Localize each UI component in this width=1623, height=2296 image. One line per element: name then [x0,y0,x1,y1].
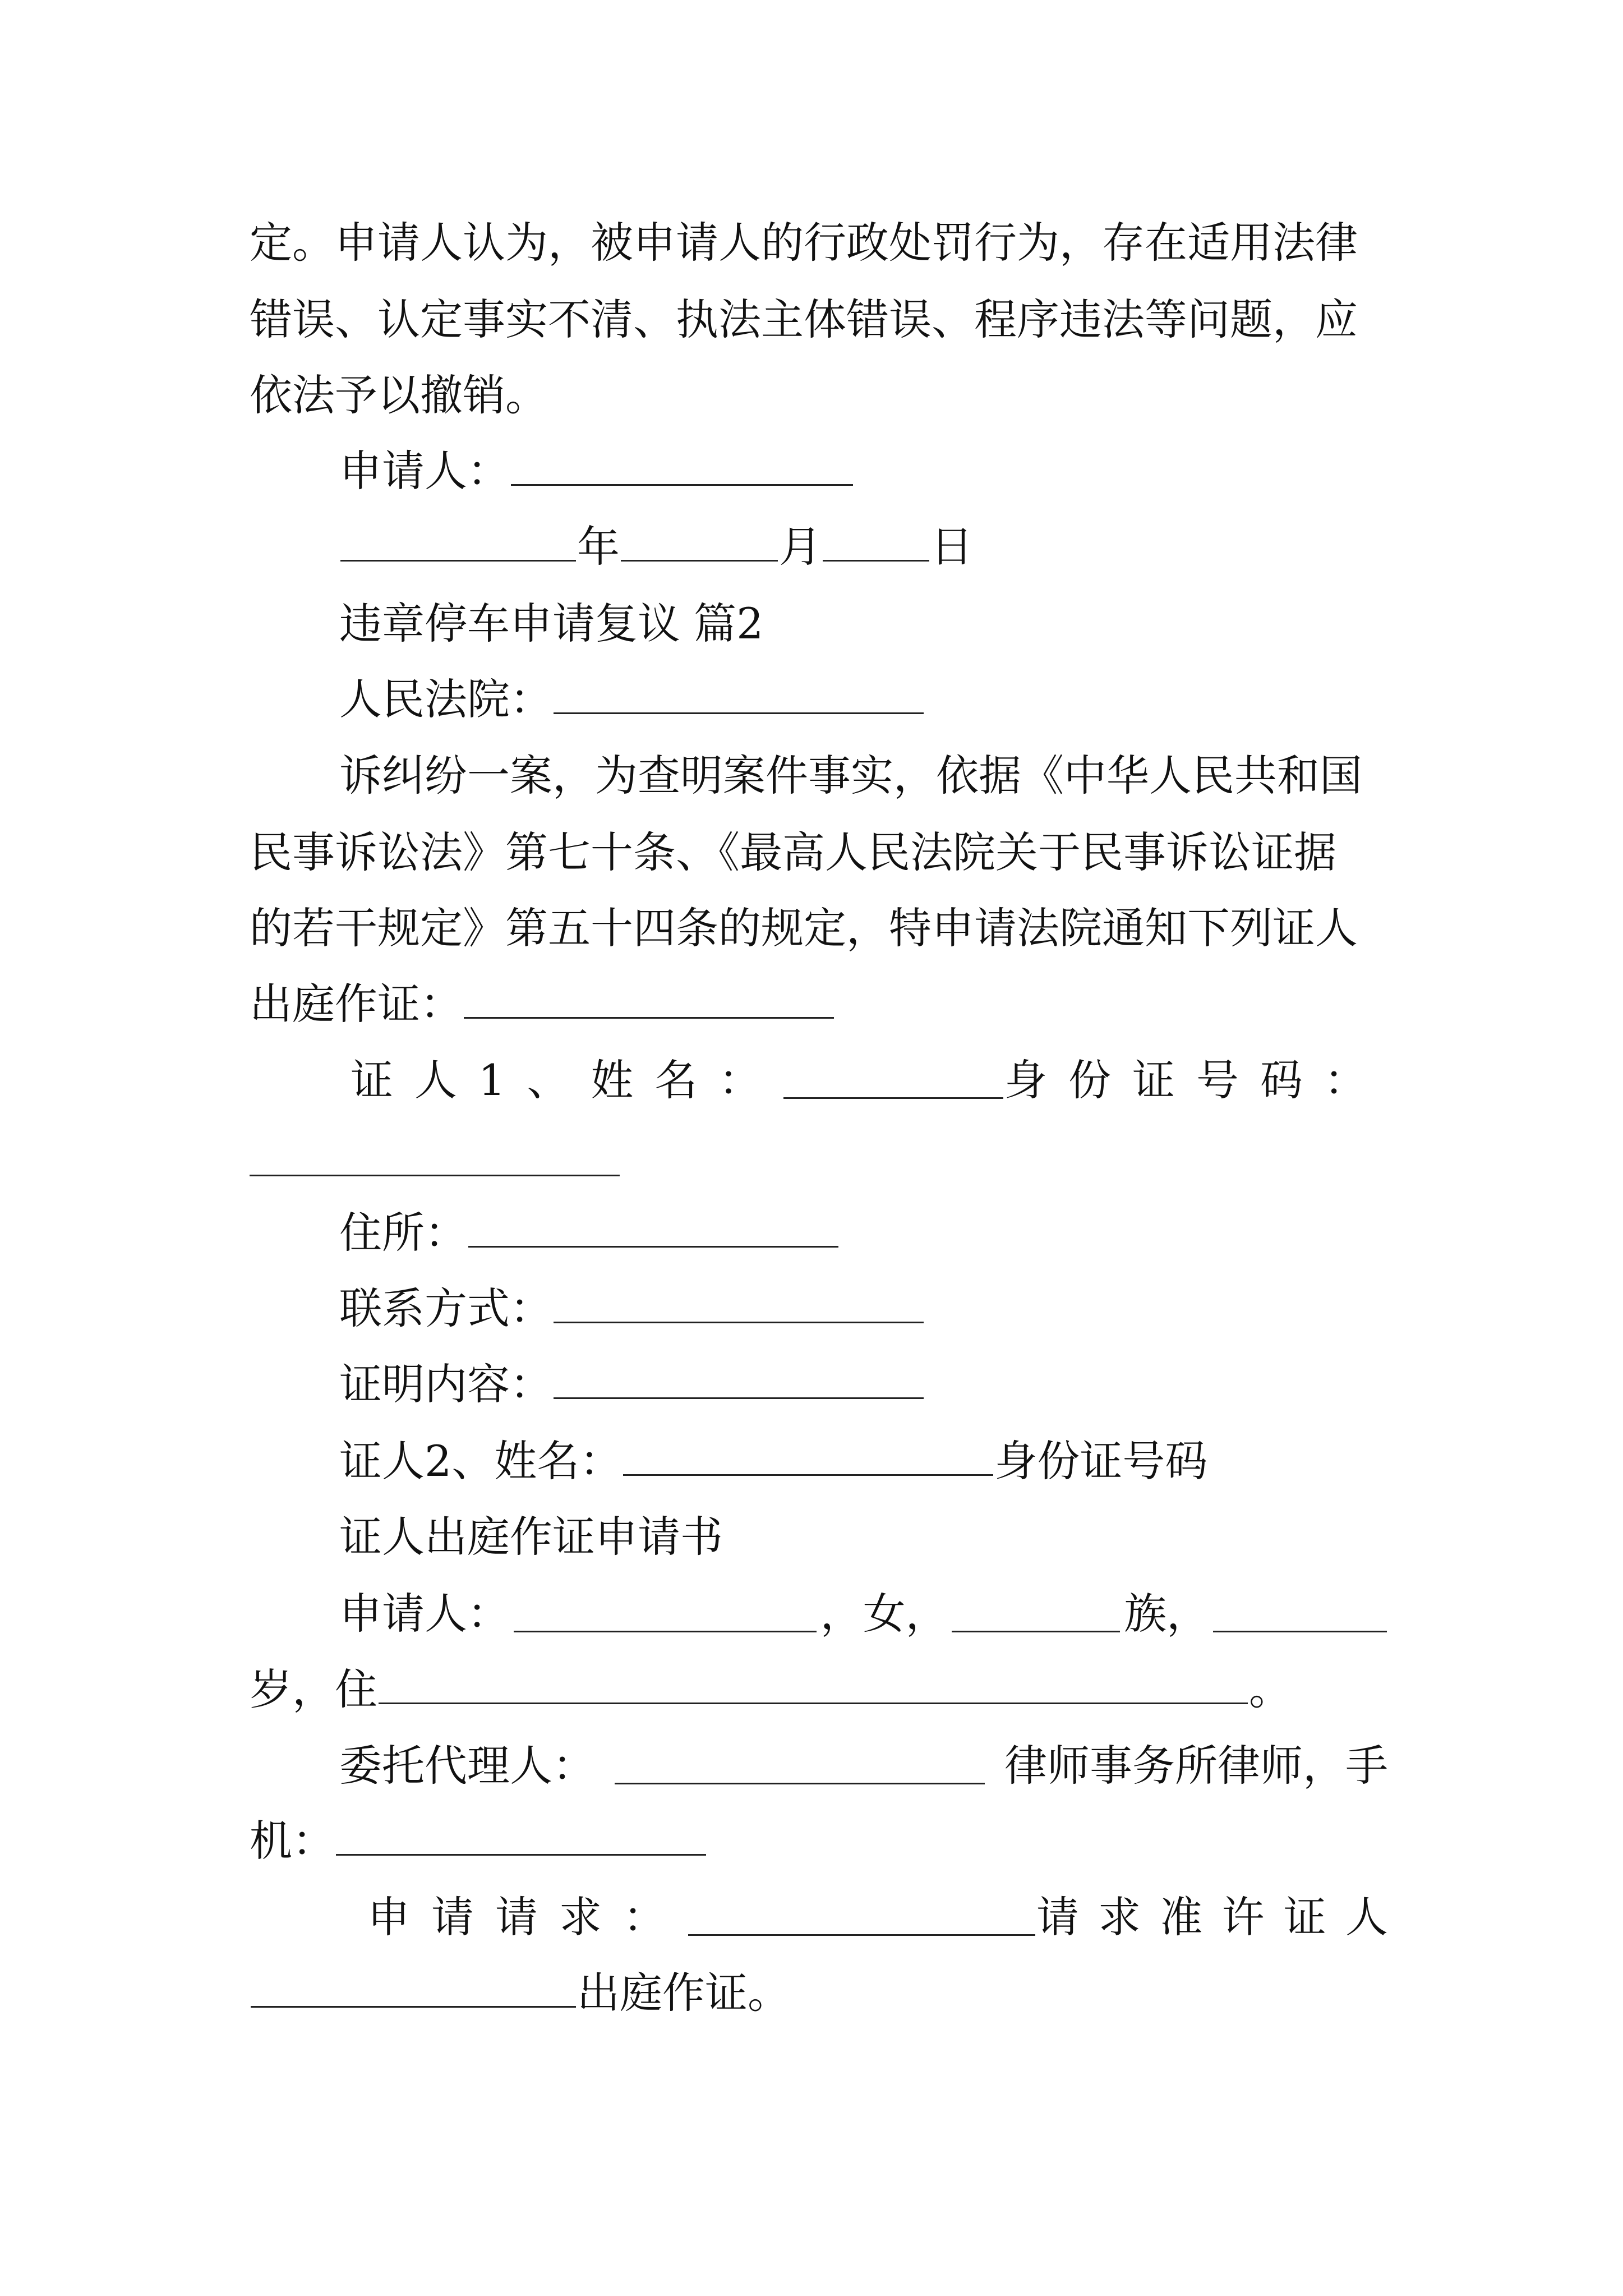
month-blank [621,525,778,562]
witness-blank [251,1971,576,2008]
ethnicity-label: 族， [1124,1589,1210,1639]
ethnicity-blank [952,1596,1120,1632]
address-blank [468,1211,838,1248]
proof-blank [554,1363,924,1399]
contact-blank [554,1287,924,1323]
document-title: 证人出庭作证申请书 [339,1512,723,1562]
court-label: 人民法院： [339,674,552,724]
witness1-id-label: 身份证号码： [1004,1055,1388,1105]
paragraph-line: 定。申请人认为，被申请人的行政处罚行为，存在适用法律 [250,218,1358,268]
age-blank [1213,1596,1387,1632]
residence-blank [379,1668,1248,1704]
court-blank [554,678,924,714]
witness2-id-label: 身份证号码 [994,1436,1208,1486]
year-blank [340,525,576,562]
contact-label: 联系方式： [339,1283,552,1333]
paragraph-line: 依法予以撤销。 [250,370,548,420]
address-line [339,1199,1388,1267]
applicant-signature-line [339,438,1388,505]
year-label: 年 [577,522,620,572]
testify-line [250,970,1388,1038]
applicant2-line [339,1580,1388,1648]
applicant2-name-blank [514,1596,817,1632]
paragraph-line: 的若干规定》第五十四条的规定，特申请法院通知下列证人 [250,903,1358,953]
day-label: 日 [930,522,973,572]
request-blank [688,1899,1035,1936]
paragraph-line: 诉纠纷一案，为查明案件事实，依据《中华人民共和国 [339,751,1362,800]
witness2-name-blank [623,1439,993,1476]
witness1-name-blank [783,1062,1003,1099]
address-label: 住所： [339,1208,467,1258]
request-text: 请求准许证人 [1036,1892,1408,1942]
agent-label: 委托代理人： [339,1741,595,1791]
agent-line [339,1732,1388,1800]
day-blank [823,525,929,562]
witness1-name-label: 证人1、姓名： [351,1055,783,1105]
witness2-name-label: 证人2、姓名： [339,1436,623,1486]
applicant-blank [511,449,853,486]
paragraph-line: 错误、认定事实不清、执法主体错误、程序违法等问题，应 [250,295,1358,344]
witness1-id-blank [250,1140,620,1176]
request-line [367,1884,1408,1951]
testify-blank [464,982,834,1019]
agent-firm-text: 律师事务所律师，手 [1004,1741,1388,1791]
phone-label: 机： [250,1816,335,1866]
age-residence-label: 岁，住 [250,1664,377,1714]
month-label: 月 [779,522,822,572]
request-label: 申请请求： [367,1892,687,1942]
witness2-line [339,1428,1388,1495]
court-line [339,666,1388,733]
testify-text: 出庭作证。 [577,1968,790,2018]
section-heading: 违章停车申请复议 篇2 [339,599,764,648]
testify-label: 出庭作证： [250,979,463,1029]
proof-line [339,1351,1388,1418]
testify-final-line [250,1959,1388,2027]
phone-blank [336,1819,706,1856]
applicant-label: 申请人： [339,446,510,496]
paragraph-line: 民事诉讼法》第七十条、《最高人民法院关于民事诉讼证据 [250,827,1336,877]
gender-text: ，女， [820,1589,948,1639]
phone-line [250,1807,1388,1875]
residence-line [250,1656,1388,1723]
applicant2-label: 申请人： [339,1589,510,1639]
witness1-line [351,1047,1388,1114]
period: 。 [1249,1664,1292,1714]
agent-blank [615,1748,985,1784]
contact-line [339,1275,1388,1342]
date-line [339,513,1388,581]
proof-label: 证明内容： [339,1359,552,1409]
